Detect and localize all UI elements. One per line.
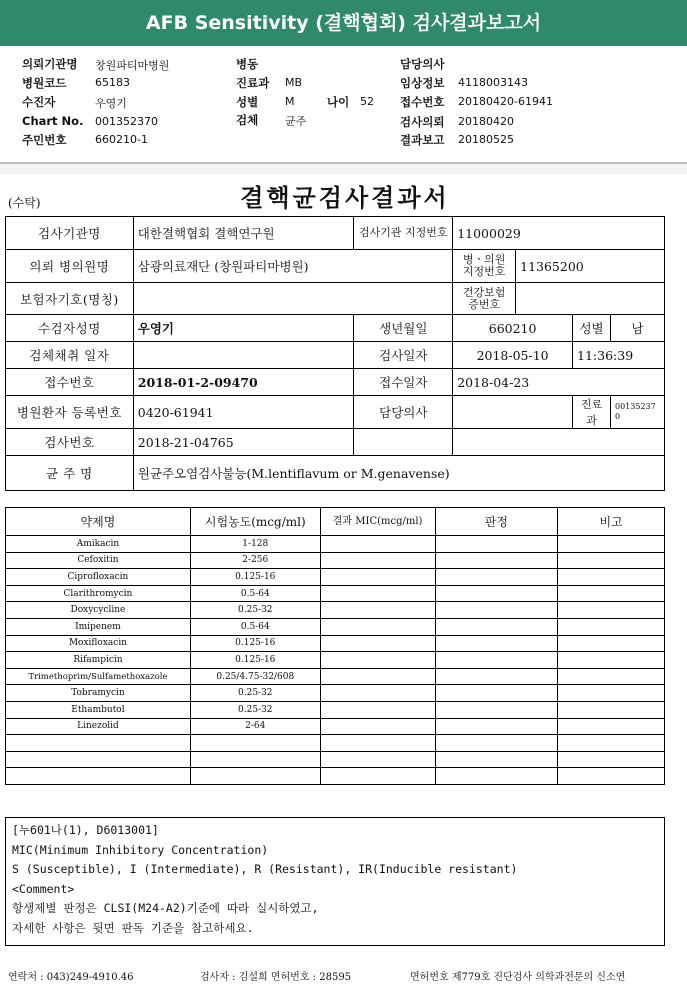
client-label: 의뢰 병의원명 bbox=[6, 250, 134, 283]
received-note: (수탁) bbox=[8, 196, 41, 210]
footer-contact: 연락처 : 043)249-4910.46 bbox=[8, 972, 134, 983]
receipt-date-label: 접수일자 bbox=[354, 369, 453, 396]
drug-header: 약제명 bbox=[6, 508, 191, 536]
resident-no-value: 660210-1 bbox=[95, 133, 148, 146]
clinical-info-value: 4118003143 bbox=[458, 76, 528, 89]
report-title-bar bbox=[0, 0, 687, 46]
table-row bbox=[6, 569, 665, 586]
report-title: AFB Sensitivity (결핵협회) 검사결과보고서 bbox=[145, 12, 542, 34]
name-label: 수검자성명 bbox=[6, 315, 134, 342]
test-concentration bbox=[190, 751, 320, 768]
drug-sensitivity-table bbox=[5, 507, 665, 785]
note-line: [누601나(1), D6013001] bbox=[12, 823, 159, 837]
age-value: 52 bbox=[360, 95, 374, 108]
test-concentration: 0.125-16 bbox=[190, 635, 320, 652]
receipt-number-label: 접수번호 bbox=[6, 369, 134, 396]
footer-license: 면허번호 제779호 진단검사 의학과전문의 신소연 bbox=[410, 972, 626, 983]
specimen-info-table bbox=[5, 216, 665, 491]
test-concentration: 2-64 bbox=[190, 718, 320, 735]
drug-name: Moxifloxacin bbox=[6, 635, 191, 652]
drug-name: Trimethoprim/Sulfamethoxazole bbox=[6, 668, 191, 685]
drug-name bbox=[6, 768, 191, 785]
dept-cell-label: 진료과 bbox=[573, 396, 611, 429]
request-date-value: 20180420 bbox=[458, 115, 514, 128]
specimen-label: 검체 bbox=[236, 113, 259, 127]
table-row bbox=[6, 652, 665, 669]
chart-no-value: 001352370 bbox=[95, 115, 158, 128]
report-date-value: 20180525 bbox=[458, 133, 514, 146]
table-row bbox=[6, 536, 665, 553]
lab-name-value: 대한결핵협회 결핵연구원 bbox=[133, 217, 354, 250]
table-row bbox=[6, 768, 665, 785]
test-concentration: 0.25-32 bbox=[190, 701, 320, 718]
test-concentration: 0.125-16 bbox=[190, 652, 320, 669]
table-row bbox=[6, 602, 665, 619]
test-date-label: 검사일자 bbox=[354, 342, 453, 369]
request-date-label: 검사의뢰 bbox=[400, 115, 445, 129]
table-row bbox=[6, 751, 665, 768]
scanned-report-document bbox=[0, 174, 687, 1000]
hospital-code-label: 병원코드 bbox=[22, 76, 67, 90]
test-concentration: 0.5-64 bbox=[190, 618, 320, 635]
table-row bbox=[6, 585, 665, 602]
test-date-value: 2018-05-10 bbox=[453, 342, 573, 369]
table-row bbox=[6, 701, 665, 718]
drug-name bbox=[6, 751, 191, 768]
institution-value: 창원파티마병원 bbox=[95, 59, 170, 72]
doctor-label: 담당의사 bbox=[400, 57, 445, 71]
section-divider bbox=[0, 164, 687, 174]
table-row bbox=[6, 735, 665, 752]
insurer-label: 보험자기호(명칭) bbox=[6, 283, 134, 315]
drug-name: Doxycycline bbox=[6, 602, 191, 619]
test-concentration: 2-256 bbox=[190, 552, 320, 569]
patient-label: 수진자 bbox=[22, 95, 56, 109]
concentration-header: 시험농도(mcg/ml) bbox=[190, 508, 320, 536]
drug-name: Ethambutol bbox=[6, 701, 191, 718]
client-value: 삼광의료재단 (창원파티마병원) bbox=[133, 250, 452, 283]
test-time-value: 11:36:39 bbox=[573, 342, 665, 369]
birth-value: 660210 bbox=[453, 315, 573, 342]
document-title: 결핵균검사결과서 bbox=[240, 183, 450, 212]
patient-value: 우영기 bbox=[95, 97, 127, 110]
table-row bbox=[6, 668, 665, 685]
collect-date-label: 검체채취 일자 bbox=[6, 342, 134, 369]
health-id-value bbox=[516, 283, 665, 315]
lab-name-label: 검사기관명 bbox=[6, 217, 134, 250]
footer-tester: 검사자 : 김설희 면허번호 : 28595 bbox=[200, 972, 352, 983]
specimen-value: 균주 bbox=[285, 115, 307, 128]
drug-name: Tobramycin bbox=[6, 685, 191, 702]
name-value: 우영기 bbox=[133, 315, 354, 342]
test-number-label: 검사번호 bbox=[6, 429, 134, 456]
insurer-value bbox=[133, 283, 452, 315]
client-id-value: 11365200 bbox=[516, 250, 665, 283]
receipt-number-value: 2018-01-2-09470 bbox=[133, 369, 354, 396]
test-concentration: 0.5-64 bbox=[190, 585, 320, 602]
resident-no-label: 주민번호 bbox=[22, 133, 67, 147]
patient-info-panel bbox=[0, 46, 687, 164]
table-row bbox=[6, 685, 665, 702]
hospital-code-value: 65183 bbox=[95, 76, 130, 89]
lab-id-value: 11000029 bbox=[453, 217, 665, 250]
mic-result-header: 결과 MIC(mcg/ml) bbox=[320, 508, 435, 536]
strain-label: 균 주 명 bbox=[6, 456, 134, 491]
sex-value: M bbox=[285, 95, 295, 108]
note-line: MIC(Minimum Inhibitory Concentration) bbox=[12, 842, 269, 857]
drug-name: Amikacin bbox=[6, 536, 191, 553]
drug-name: Clarithromycin bbox=[6, 585, 191, 602]
dept-cell-value: 001352370 bbox=[611, 396, 665, 429]
birth-label: 생년월일 bbox=[354, 315, 453, 342]
clinical-info-label: 임상정보 bbox=[400, 76, 445, 90]
judgement-header: 판정 bbox=[435, 508, 558, 536]
dept-label: 진료과 bbox=[236, 76, 270, 90]
drug-name: Linezolid bbox=[6, 718, 191, 735]
note-line: 항생제별 판정은 CLSI(M24-A2)기준에 따라 실시하였고, bbox=[12, 901, 319, 915]
table-row bbox=[6, 635, 665, 652]
chart-no-label: Chart No. bbox=[22, 114, 84, 128]
drug-name: Ciprofloxacin bbox=[6, 569, 191, 586]
table-row bbox=[6, 552, 665, 569]
drug-name: Cefoxitin bbox=[6, 552, 191, 569]
test-concentration: 1-128 bbox=[190, 536, 320, 553]
hospital-reg-value: 0420-61941 bbox=[133, 396, 354, 429]
report-date-label: 결과보고 bbox=[400, 133, 445, 147]
attending-doctor-value bbox=[453, 396, 573, 429]
table-row bbox=[6, 718, 665, 735]
institution-label: 의뢰기관명 bbox=[22, 57, 78, 71]
drug-name: Rifampicin bbox=[6, 652, 191, 669]
sex-cell-label: 성별 bbox=[573, 315, 611, 342]
remark-header: 비고 bbox=[558, 508, 665, 536]
note-line: 자세한 사항은 뒷면 판독 기준을 참고하세요. bbox=[12, 920, 254, 935]
client-id-label: 병ㆍ의원 지정번호 bbox=[453, 250, 516, 283]
note-line: S (Susceptible), I (Intermediate), R (Resistant), IR(Inducible resistant) bbox=[12, 862, 518, 876]
hospital-reg-label: 병원환자 등록번호 bbox=[6, 396, 134, 429]
test-concentration: 0.25-32 bbox=[190, 602, 320, 619]
test-concentration bbox=[190, 768, 320, 785]
test-concentration: 0.125-16 bbox=[190, 569, 320, 586]
ward-label: 병동 bbox=[236, 57, 259, 71]
test-concentration: 0.25/4.75-32/608 bbox=[190, 668, 320, 685]
drug-name bbox=[6, 735, 191, 752]
receipt-no-label: 접수번호 bbox=[400, 95, 445, 109]
note-line: <Comment> bbox=[12, 881, 75, 896]
age-label: 나이 bbox=[327, 95, 350, 109]
test-concentration bbox=[190, 735, 320, 752]
sex-cell-value: 남 bbox=[611, 315, 665, 342]
receipt-no-value: 20180420-61941 bbox=[458, 95, 553, 108]
table-row bbox=[6, 618, 665, 635]
strain-value: 원균주오염검사불능(M.lentiflavum or M.genavense) bbox=[133, 456, 664, 491]
dept-value: MB bbox=[285, 76, 303, 89]
receipt-date-value: 2018-04-23 bbox=[453, 369, 665, 396]
test-number-value: 2018-21-04765 bbox=[133, 429, 354, 456]
attending-doctor-label: 담당의사 bbox=[354, 396, 453, 429]
collect-date-value bbox=[133, 342, 354, 369]
sex-label: 성별 bbox=[236, 95, 259, 109]
drug-name: Imipenem bbox=[6, 618, 191, 635]
test-concentration: 0.25-32 bbox=[190, 685, 320, 702]
health-id-label: 건강보험 증번호 bbox=[453, 283, 516, 315]
notes-box bbox=[5, 817, 665, 946]
lab-id-label: 검사기관 지정번호 bbox=[354, 217, 453, 250]
